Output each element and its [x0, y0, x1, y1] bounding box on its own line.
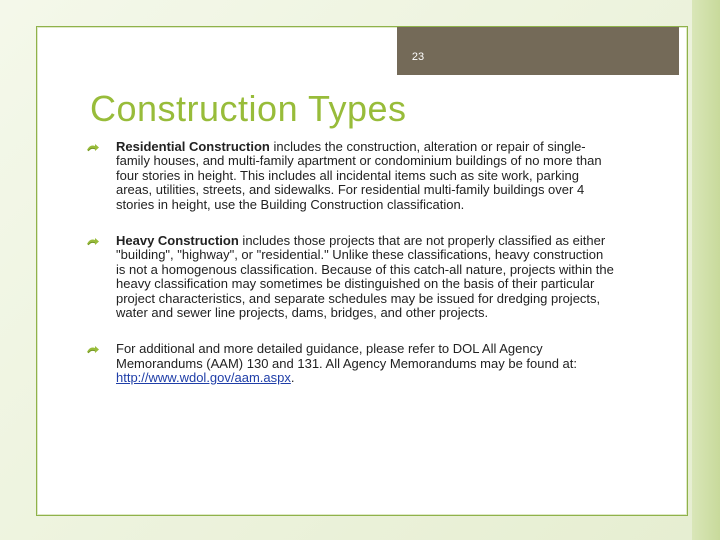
green-arrow-icon [86, 237, 100, 247]
page-number: 23 [411, 51, 425, 63]
bullet-guidance-end: . [290, 370, 295, 386]
bullet-guidance [86, 342, 616, 385]
bullet-heavy [86, 234, 616, 320]
aam-link[interactable]: http://www.wdol.gov/aam.aspx [116, 370, 291, 386]
bullet-residential-term: Residential Construction [116, 139, 270, 154]
bullet-residential-text: includes the construction, alteration or repair of single-family houses, and multi-family apartment or condominium buildings of no more than four stories in height. This includes all incidental items such as site work, parking areas, utilities, streets, and sidewalks. For residential multi-family buildings over 4 stories in height, use the Building Construction classification. [116, 139, 602, 212]
green-arrow-icon [86, 345, 100, 355]
bullet-guidance-text: For additional and more detailed guidance, please refer to DOL All Agency Memorandums (AAM) 130 and 131. All Agency Memorandums may be found at: [116, 341, 578, 371]
page-number-tab [397, 27, 679, 75]
green-arrow-icon [86, 143, 100, 153]
bullet-heavy-term: Heavy Construction [116, 233, 239, 249]
bullet-heavy-text: includes those projects that are not properly classified as either "building", "highway", or "residential." Unlike these classifications, heavy construction is not a homogenous classification. Because of this catch-all nature, projects within the heavy classification may sometimes be distinguished on the basis of their particular project characteristics, and separate schedules may be issued for dredging projects, water and sewer line projects, dams, bridges, and other projects. [116, 233, 614, 321]
bullet-list [86, 140, 616, 386]
bullet-residential [86, 140, 616, 212]
decorative-stripe [692, 0, 720, 540]
slide-title: Construction Types [90, 88, 407, 129]
